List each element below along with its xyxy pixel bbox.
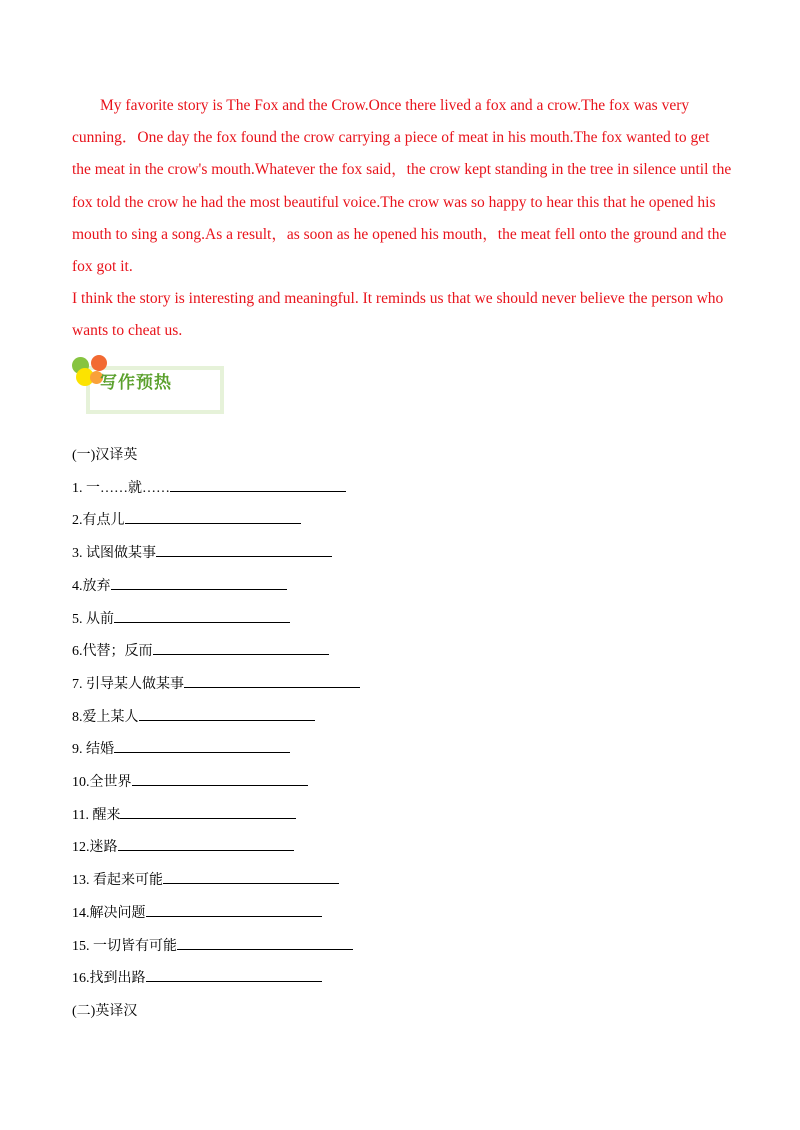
story-paragraph-1: My favorite story is The Fox and the Crow.Once there lived a fox and a crow.The fox was very cunning．One day the fox found the crow carrying a piece of meat in his mouth.The fox wanted to get the meat in the crow's mouth.Whatever the fox said，the crow kept standing in the tree in silence until the fox told the crow he had the most beautiful voice.The crow was so happy to hear this that he opened his mouth to sing a song.As a result，as soon as he opened his mouth，the meat fell onto the ground and the fox got it.: [72, 97, 732, 276]
answer-blank[interactable]: [118, 836, 294, 851]
exercise-item: 12.迷路: [72, 832, 732, 865]
section-title: 写作预热: [100, 373, 172, 393]
exercise-item: 7. 引导某人做某事: [72, 669, 732, 702]
answer-blank[interactable]: [184, 673, 360, 688]
answer-blank[interactable]: [139, 706, 315, 721]
answer-blank[interactable]: [120, 804, 296, 819]
exercise-item: 6.代替；反而: [72, 636, 732, 669]
exercise-list: [72, 440, 732, 1029]
answer-blank[interactable]: [163, 869, 339, 884]
exercise-item: 2.有点儿: [72, 505, 732, 538]
exercise-item: 11. 醒来: [72, 800, 732, 833]
exercise-item: 15. 一切皆有可能: [72, 931, 732, 964]
exercise-item: 10.全世界: [72, 767, 732, 800]
exercise-item: 16.找到出路: [72, 963, 732, 996]
section-badge: [70, 354, 230, 418]
exercise-item: 3. 试图做某事: [72, 538, 732, 571]
answer-blank[interactable]: [114, 738, 290, 753]
part2-heading: (二)英译汉: [72, 1003, 138, 1019]
answer-blank[interactable]: [156, 542, 332, 557]
exercise-item: 5. 从前: [72, 604, 732, 637]
exercise-item: 1. 一……就……: [72, 473, 732, 506]
exercise-item: 8.爱上某人: [72, 702, 732, 735]
answer-blank[interactable]: [125, 509, 301, 524]
exercise-item: 14.解决问题: [72, 898, 732, 931]
story-text: [72, 90, 732, 348]
exercise-item: 4.放弃: [72, 571, 732, 604]
part1-heading: (一)汉译英: [72, 448, 138, 463]
answer-blank[interactable]: [111, 575, 287, 590]
answer-blank[interactable]: [153, 640, 329, 655]
answer-blank[interactable]: [177, 935, 353, 950]
exercise-item: 13. 看起来可能: [72, 865, 732, 898]
answer-blank[interactable]: [146, 902, 322, 917]
answer-blank[interactable]: [132, 771, 308, 786]
answer-blank[interactable]: [146, 967, 322, 982]
answer-blank[interactable]: [170, 477, 346, 492]
answer-blank[interactable]: [114, 608, 290, 623]
exercise-item: 9. 结婚: [72, 734, 732, 767]
story-paragraph-2: I think the story is interesting and meaningful. It reminds us that we should never believe the person who wants to cheat us.: [72, 290, 724, 340]
